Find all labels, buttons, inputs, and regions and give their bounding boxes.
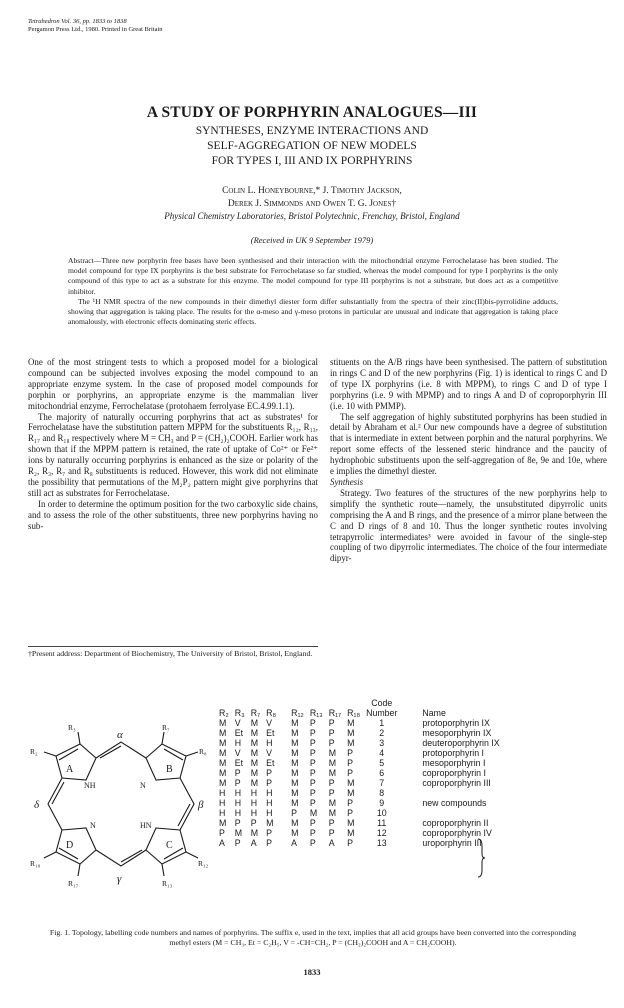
r13-label: R₁₃ <box>162 879 173 888</box>
substituent-cell: P <box>309 728 316 738</box>
body-paragraph: The self aggregation of highly substituted porphyrins has been studied in detail by Abraham et al.² Our new compounds have a degree of substitution that is intermediate in extent between porphin and the natural porphyrins. We report some effects of the lessened steric hindrance and the paucity of hydrophobic substituents upon the self-aggregation of 8e, 9e and 10e, where e implies the dimethyl diester. <box>330 411 607 477</box>
substituent-cell: P <box>309 788 316 798</box>
substituent-cell: M <box>328 808 337 818</box>
table-row <box>216 748 503 758</box>
porphyrin-name-cell: coproporphyrin III <box>422 778 491 788</box>
substituent-cell: H <box>266 788 273 798</box>
substituent-cell: P <box>266 828 272 838</box>
ring-d-label: D <box>66 840 74 851</box>
substituent-cell: P <box>328 718 335 728</box>
table-row <box>216 778 503 788</box>
porphyrin-structure-diagram <box>28 708 214 900</box>
substituent-cell: M <box>234 828 243 838</box>
code-number-cell: 2 <box>379 728 385 738</box>
substituent-cell: V <box>234 748 241 758</box>
double-bond <box>100 746 121 758</box>
substituent-cell: M <box>347 788 355 798</box>
substituent-table <box>216 698 503 848</box>
substituent-cell: M <box>250 738 259 748</box>
substituent-cell: P <box>347 758 353 768</box>
substituent-cell: P <box>309 738 316 748</box>
r7-bond <box>162 732 164 744</box>
substituent-cell: A <box>328 838 335 848</box>
substituent-cell: P <box>328 728 335 738</box>
substituent-cell: H <box>234 798 242 808</box>
authors-line-1: Colin L. Honeybourne,* J. Timothy Jackson, <box>222 186 402 196</box>
authors-line-2: Derek J. Simmonds and Owen T. G. Jones† <box>227 199 397 209</box>
hn-label: HN <box>140 821 152 830</box>
substituent-cell: P <box>309 778 316 788</box>
abstract-paragraph-1: Abstract—Three new porphyrin free bases have been synthesised and their interaction with the mitochondrial enzyme Ferrochelatase has been studied. The model compound for type IX porphyrins is the best substrate for Ferrochelatase so far studied, whereas the model compound for type I porphyrins is the only compound of this type to act as a substrate for this enzyme. The model compound for type III porphyrins is not a substrate, but does act as a competitive inhibitor. <box>68 256 558 296</box>
substituent-cell: P <box>309 828 316 838</box>
porphyrin-name-cell: protoporphyrin I <box>422 748 485 758</box>
code-number-cell: 6 <box>379 768 385 778</box>
substituent-cell: P <box>347 838 353 848</box>
substituent-cell: M <box>291 778 299 788</box>
substituent-cell: M <box>219 758 227 768</box>
porphyrin-name-cell: mesoporphyrin I <box>422 758 486 768</box>
journal-line-1: Tetrahedron Vol. 36, pp. 1833 to 1838 <box>28 18 127 25</box>
substituent-cell: P <box>309 838 316 848</box>
substituent-cell: P <box>328 788 335 798</box>
substituent-cell: M <box>347 728 355 738</box>
authors <box>0 185 624 211</box>
substituent-cell: M <box>219 728 227 738</box>
substituent-cell: M <box>291 828 299 838</box>
substituent-cell: M <box>250 778 259 788</box>
column-header: R₁₇ <box>328 708 342 718</box>
code-number-cell: 7 <box>379 778 385 788</box>
figure-caption: Fig. 1. Topology, labelling code numbers and names of porphyrins. The suffix e, used in the text, implies that all acid groups have been converted into the corresponding methyl esters (M = CH₃, Et = C₂H₅, V = -CH=CH₂, P = (CH₂)₂COOH and A = CH₂COOH). <box>49 928 577 947</box>
r17-bond <box>78 864 80 876</box>
substituent-cell: M <box>266 818 274 828</box>
substituent-cell: H <box>234 738 242 748</box>
code-number-cell: 1 <box>379 718 385 728</box>
porphyrin-name-cell: new compounds <box>422 798 487 808</box>
code-number-cell: 9 <box>379 798 385 808</box>
abstract <box>68 256 558 327</box>
code-number-cell: 3 <box>379 738 385 748</box>
substituent-cell: M <box>291 818 299 828</box>
code-number-cell: 4 <box>379 748 385 758</box>
gamma-label: γ <box>117 873 122 885</box>
section-heading: Synthesis <box>330 476 364 487</box>
substituent-cell: H <box>219 808 226 818</box>
substituent-cell: P <box>234 778 241 788</box>
table-row <box>216 838 503 848</box>
substituent-cell: M <box>347 718 355 728</box>
substituent-cell: H <box>266 808 273 818</box>
table-row <box>216 828 503 838</box>
substituent-cell: M <box>250 758 259 768</box>
code-header: Code <box>371 698 393 708</box>
r2-bond <box>44 752 56 756</box>
column-header: R₂ <box>219 708 229 718</box>
substituent-cell: M <box>219 768 227 778</box>
substituent-cell: M <box>291 728 299 738</box>
column-header: R₁₃ <box>309 708 323 718</box>
substituent-cell: M <box>347 828 355 838</box>
r12-bond <box>186 852 198 858</box>
double-bond <box>164 749 183 760</box>
code-number-cell: 8 <box>379 788 385 798</box>
brace-icon <box>476 838 486 878</box>
delta-label: δ <box>34 799 40 811</box>
porphyrin-name-cell: coproporphyrin IV <box>422 828 492 838</box>
ring-c-label: C <box>166 840 173 851</box>
abstract-paragraph-2: The ¹H NMR spectra of the new compounds in their dimethyl diester form differ substantially from the spectra of their zinc(II)bis-pyrrolidine adducts, showing that aggregation is taking place. The results for the α-meso and γ-meso protons in particular are unusual and indicate that aggregation is taking place anomalously, with electronic effects dominating steric effects. <box>68 296 558 327</box>
double-bond <box>59 749 78 760</box>
substituent-cell: P <box>309 818 316 828</box>
column-header: R₈ <box>266 708 277 718</box>
beta-label: β <box>198 799 204 811</box>
porphyrin-name-cell <box>400 788 502 798</box>
table-row <box>216 798 503 808</box>
substituent-cell: P <box>291 808 297 818</box>
substituent-cell: V <box>266 718 272 728</box>
substituent-cell: M <box>250 828 259 838</box>
substituent-cell: M <box>291 768 299 778</box>
substituent-cell: M <box>219 748 227 758</box>
ring-b-label: B <box>166 764 173 775</box>
substituent-cell: M <box>250 748 259 758</box>
r17-label: R₁₇ <box>68 879 79 888</box>
subtitle-line-3: FOR TYPES I, III AND IX PORPHYRINS <box>211 155 413 167</box>
column-header: R₁₈ <box>347 708 361 718</box>
table-row <box>216 808 503 818</box>
substituent-cell: H <box>234 808 242 818</box>
substituent-cell: P <box>347 768 353 778</box>
substituent-cell: M <box>291 748 299 758</box>
table-header-row <box>216 708 503 718</box>
substituent-cell: P <box>347 808 353 818</box>
body-paragraph: In order to determine the optimum position for the two carboxylic side chains, and to assess the role of the other substituents, three new porphyrins having no sub- <box>28 498 318 531</box>
substituent-cell: P <box>347 748 353 758</box>
substituent-cell: M <box>291 738 299 748</box>
r18-bond <box>44 852 56 858</box>
porphyrin-name-cell <box>400 808 502 818</box>
received-date: (Received in UK 9 September 1979) <box>250 235 374 245</box>
substituent-cell: P <box>266 838 272 848</box>
substituent-cell: M <box>291 718 299 728</box>
substituent-cell: V <box>234 718 241 728</box>
delta-meso-bridge <box>48 778 62 830</box>
code-number-cell: 12 <box>376 828 387 838</box>
substituent-cell: M <box>291 798 299 808</box>
body-paragraph: One of the most stringent tests to which a proposed model for a biological compound can be subjected involves exposing the model compound to an appropriate enzyme system. In the case of proposed model compounds for porphin or porphyrins, an appropriate enzyme is the mammalian liver mitochondrial enzyme, Ferrochelatase (protohaem ferrolyase EC.4.99.1.1). <box>28 357 318 411</box>
substituent-cell: P <box>266 778 272 788</box>
substituent-cell: P <box>328 828 335 838</box>
substituent-cell: A <box>250 838 257 848</box>
n-label: N <box>140 781 146 790</box>
substituent-cell: H <box>250 798 258 808</box>
double-bond <box>121 850 142 862</box>
substituent-cell: M <box>309 808 318 818</box>
substituent-cell: M <box>250 768 259 778</box>
porphyrin-name-cell: deuteroporphyrin IX <box>422 738 500 748</box>
column-header: R₁₂ <box>291 708 304 718</box>
r13-bond <box>162 864 164 876</box>
porphyrin-code-table <box>216 698 503 848</box>
code-number-cell: 10 <box>376 808 387 818</box>
substituent-cell: M <box>219 718 227 728</box>
body-paragraph: The majority of naturally occurring porphyrins that act as substrates¹ for Ferrochelatase have the substitution pattern MPPM for the substituents R₁₂, R₁₃, R₁₇ and R₁₈ respectively where M = CH₃ and P = (CH₂)₂COOH. Earlier work has shown that if the MPPM pattern is retained, the rate of uptake of Co²⁺ or Fe²⁺ ions by naturally occurring porphyrins is enhanced as the size or polarity of the R₂, R₃, R₇ and R₈ substituents is reduced. However, this work did not eliminate the possibility that permutations of the M₂P₂ pattern might give porphyrins that still act as substrates for Ferrochelatase. <box>28 411 318 498</box>
column-header: Number <box>366 708 398 718</box>
substituent-cell: M <box>250 718 259 728</box>
substituent-cell: M <box>347 738 355 748</box>
r3-label: R₃ <box>68 723 76 732</box>
substituent-cell: M <box>347 778 355 788</box>
substituent-cell: H <box>266 738 273 748</box>
table-row <box>216 788 503 798</box>
substituent-cell: H <box>250 788 258 798</box>
code-number-cell: 13 <box>376 838 387 848</box>
column-right <box>330 357 607 564</box>
substituent-cell: H <box>266 798 273 808</box>
r12-label: R₁₂ <box>198 859 209 868</box>
substituent-cell: M <box>219 738 227 748</box>
body-paragraph: Strategy. Two features of the structures of the new porphyrins help to simplify the synthetic route—namely, the unsubstituted dipyrrolic units comprising the A and B rings, and the presence of a mirror plane between the C and D rings of 8 and 10. Thus the longer synthetic routes involving tetrapyrrolic intermediates³ were avoided in favour of the single-step coupling of two dipyrrolic intermediates. The choice of the four intermediate dipyr- <box>330 487 607 564</box>
substituent-cell: M <box>328 748 337 758</box>
porphyrin-name-cell: coproporphyrin I <box>422 768 486 778</box>
substituent-cell: P <box>347 798 353 808</box>
substituent-cell: P <box>328 738 335 748</box>
substituent-cell: P <box>234 838 241 848</box>
substituent-cell: P <box>328 778 335 788</box>
substituent-cell: M <box>291 758 299 768</box>
ring-a-bond <box>56 744 96 780</box>
substituent-cell: Et <box>234 758 244 768</box>
ring-d-bond <box>56 828 96 864</box>
substituent-cell: P <box>309 718 316 728</box>
subtitle-line-2: SELF-AGGREGATION OF NEW MODELS <box>207 140 417 152</box>
table-row <box>216 728 503 738</box>
substituent-cell: P <box>234 768 241 778</box>
porphyrin-name-cell: uroporphyrin III <box>422 838 482 848</box>
table-row <box>216 818 503 828</box>
table-row <box>216 758 503 768</box>
beta-meso-bridge <box>180 778 194 830</box>
substituent-cell: P <box>250 818 257 828</box>
substituent-cell: Et <box>266 728 275 738</box>
column-header: R₇ <box>250 708 261 718</box>
porphyrin-name-cell: coproporphyrin II <box>422 818 489 828</box>
substituent-cell: M <box>250 728 259 738</box>
substituent-cell: M <box>291 788 299 798</box>
substituent-cell: P <box>328 818 335 828</box>
substituent-cell: M <box>219 778 227 788</box>
substituent-cell: P <box>309 768 316 778</box>
substituent-cell: M <box>328 798 337 808</box>
substituent-cell: M <box>328 768 337 778</box>
body-paragraph: stituents on the A/B rings have been synthesised. The pattern of substitution in rings C and D of the new porphyrins (Fig. 1) is identical to rings C and D of type IX porphyrins (i.e. 8 with MPPM), to rings C and D of type I porphyrins (i.e. 9 with MPMP) and to rings A and D of coproporphyrin III (i.e. 10 with PMMP). <box>330 357 607 411</box>
table-row <box>216 738 503 748</box>
substituent-cell: M <box>328 758 337 768</box>
table-row <box>216 718 503 728</box>
nh-label: NH <box>84 781 96 790</box>
substituent-cell: H <box>219 788 226 798</box>
column-header: R₃ <box>234 708 245 718</box>
substituent-cell: Et <box>234 728 244 738</box>
porphyrin-name-cell: protoporphyrin IX <box>422 718 490 728</box>
alpha-label: α <box>117 729 123 741</box>
substituent-cell: H <box>250 808 258 818</box>
affiliation: Physical Chemistry Laboratories, Bristol Polytechnic, Frenchay, Bristol, England <box>164 211 460 221</box>
porphyrin-name-cell: mesoporphyrin IX <box>422 728 492 738</box>
table-row <box>216 768 503 778</box>
substituent-cell: P <box>234 818 241 828</box>
substituent-cell: P <box>219 828 225 838</box>
substituent-cell: H <box>219 798 226 808</box>
substituent-cell: H <box>234 788 242 798</box>
page-number: 1833 <box>303 967 321 977</box>
substituent-cell: P <box>266 768 272 778</box>
r8-bond <box>186 752 198 756</box>
substituent-cell: M <box>219 818 227 828</box>
r2-label: R₂ <box>30 747 38 756</box>
substituent-cell: P <box>309 748 316 758</box>
substituent-cell: M <box>347 818 355 828</box>
footnote: †Present address: Department of Biochemistry, The University of Bristol, Bristol, England. <box>28 646 318 659</box>
journal-line-2: Pergamon Press Ltd., 1980. Printed in Great Britain <box>28 26 163 33</box>
r8-label: R₈ <box>199 747 207 756</box>
substituent-cell: A <box>291 838 297 848</box>
substituent-cell: Et <box>266 758 275 768</box>
article-title: A STUDY OF PORPHYRIN ANALOGUES—III <box>146 104 478 121</box>
table-header-row <box>216 698 503 708</box>
r3-bond <box>78 732 80 744</box>
column-header: Name <box>422 708 446 718</box>
code-number-cell: 11 <box>377 818 387 828</box>
substituent-cell: P <box>309 758 316 768</box>
column-left <box>28 357 318 532</box>
r18-label: R₁₈ <box>30 859 41 868</box>
substituent-cell: P <box>309 798 316 808</box>
code-number-cell: 5 <box>379 758 385 768</box>
ring-a-label: A <box>66 764 74 775</box>
substituent-cell: V <box>266 748 272 758</box>
n-label: N <box>90 821 96 830</box>
subtitle-line-1: SYNTHESES, ENZYME INTERACTIONS AND <box>195 125 429 137</box>
substituent-cell: A <box>219 838 225 848</box>
journal-header <box>28 18 163 34</box>
r7-label: R₇ <box>162 723 170 732</box>
